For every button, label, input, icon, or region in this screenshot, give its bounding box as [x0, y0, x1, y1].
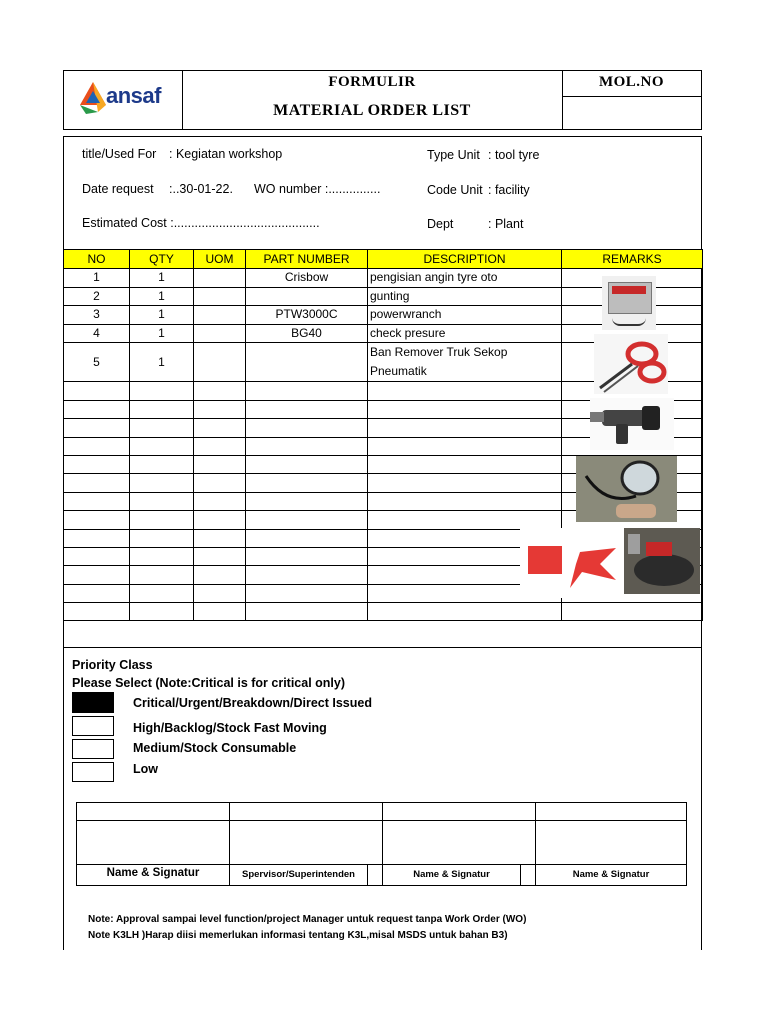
- cell-no[interactable]: [64, 511, 130, 529]
- cell-no[interactable]: [64, 566, 130, 584]
- priority-instruction: Please Select (Note:Critical is for critical only): [72, 676, 346, 690]
- cell-qty[interactable]: [130, 400, 194, 418]
- column-header-uom: UOM: [194, 250, 246, 269]
- scissors-photo: [594, 334, 668, 394]
- priority-checkbox-low[interactable]: [72, 762, 114, 782]
- cell-uom[interactable]: [194, 287, 246, 306]
- cell-part-number[interactable]: [246, 437, 368, 455]
- cell-description[interactable]: [368, 400, 562, 418]
- cell-uom[interactable]: [194, 474, 246, 492]
- cell-uom[interactable]: [194, 511, 246, 529]
- cell-description[interactable]: [368, 492, 562, 510]
- title-used-for-value[interactable]: : Kegiatan workshop: [169, 147, 283, 161]
- signature-label: Spervisor/Superintenden: [242, 869, 355, 880]
- type-unit-label: Type Unit: [427, 148, 480, 162]
- cell-no[interactable]: [64, 437, 130, 455]
- cell-part-number[interactable]: [246, 566, 368, 584]
- form-subtitle: MATERIAL ORDER LIST: [273, 102, 471, 119]
- cell-qty[interactable]: [130, 419, 194, 437]
- cell-description[interactable]: [368, 474, 562, 492]
- cell-description[interactable]: check presure: [368, 324, 562, 343]
- cell-uom[interactable]: [194, 437, 246, 455]
- cell-part-number[interactable]: [246, 287, 368, 306]
- cell-qty[interactable]: [130, 547, 194, 565]
- cell-qty[interactable]: [130, 474, 194, 492]
- cell-qty[interactable]: [130, 455, 194, 473]
- cell-uom[interactable]: [194, 343, 246, 382]
- cell-qty[interactable]: 1: [130, 269, 194, 288]
- cell-part-number[interactable]: [246, 603, 368, 621]
- note-approval: Note: Approval sampai level function/project Manager untuk request tanpa Work Order (WO): [88, 914, 527, 925]
- inflator-device-photo: [602, 276, 656, 330]
- signature-col-divider: [367, 864, 368, 885]
- title-used-for-label: title/Used For: [82, 147, 157, 161]
- cell-qty[interactable]: [130, 603, 194, 621]
- column-header-qty: QTY: [130, 250, 194, 269]
- cell-qty[interactable]: [130, 584, 194, 602]
- signature-table: [76, 802, 687, 886]
- cell-no[interactable]: [64, 603, 130, 621]
- form-title: FORMULIR: [328, 74, 416, 90]
- cell-qty[interactable]: 1: [130, 324, 194, 343]
- dept-value[interactable]: : Plant: [488, 217, 524, 231]
- title-cell: [182, 71, 563, 129]
- cell-uom[interactable]: [194, 603, 246, 621]
- cell-description[interactable]: [368, 419, 562, 437]
- cell-qty[interactable]: 1: [130, 287, 194, 306]
- priority-class-title: Priority Class: [72, 658, 153, 672]
- cell-qty[interactable]: 1: [130, 306, 194, 325]
- cell-description[interactable]: [368, 455, 562, 473]
- mol-number-label: MOL.NO: [598, 74, 665, 90]
- device-cable: [612, 316, 646, 326]
- priority-checkbox-critical[interactable]: [72, 692, 114, 713]
- cell-no[interactable]: 4: [64, 324, 130, 343]
- cell-description[interactable]: gunting: [368, 287, 562, 306]
- cell-no[interactable]: [64, 382, 130, 400]
- table-header-row: [64, 250, 703, 269]
- cell-description[interactable]: [368, 343, 562, 382]
- cell-uom[interactable]: [194, 529, 246, 547]
- cell-no[interactable]: [64, 400, 130, 418]
- cell-no[interactable]: [64, 529, 130, 547]
- mol-divider: [562, 96, 701, 97]
- table-row: [64, 603, 703, 621]
- signature-box-supervisor[interactable]: [230, 821, 382, 864]
- date-request-label: Date request: [82, 182, 154, 196]
- tyre-remover-machine-photo: [624, 528, 700, 594]
- cell-uom[interactable]: [194, 382, 246, 400]
- cell-part-number[interactable]: PTW3000C: [246, 306, 368, 325]
- cell-no[interactable]: [64, 492, 130, 510]
- signature-col-divider: [520, 864, 521, 885]
- type-unit-value[interactable]: : tool tyre: [488, 148, 540, 162]
- cell-no[interactable]: 1: [64, 269, 130, 288]
- cell-no[interactable]: [64, 455, 130, 473]
- cell-part-number[interactable]: [246, 400, 368, 418]
- cell-part-number[interactable]: [246, 474, 368, 492]
- description-line: Pneumatik: [370, 364, 427, 379]
- cell-part-number[interactable]: [246, 455, 368, 473]
- cell-uom[interactable]: [194, 419, 246, 437]
- priority-option-critical: Critical/Urgent/Breakdown/Direct Issued: [133, 696, 372, 710]
- cell-uom[interactable]: [194, 492, 246, 510]
- cell-no[interactable]: 5: [64, 343, 130, 382]
- estimated-cost-field[interactable]: Estimated Cost :..........................................: [82, 216, 320, 230]
- cell-uom[interactable]: [194, 455, 246, 473]
- priority-option-high: High/Backlog/Stock Fast Moving: [133, 721, 327, 735]
- cell-qty[interactable]: 1: [130, 343, 194, 382]
- form-header: [63, 70, 702, 130]
- cell-qty[interactable]: [130, 492, 194, 510]
- cell-qty[interactable]: [130, 566, 194, 584]
- cell-part-number[interactable]: [246, 492, 368, 510]
- signature-label: Name & Signatur: [106, 867, 200, 879]
- cell-description[interactable]: [368, 437, 562, 455]
- logo-text: ansaf: [106, 83, 161, 108]
- cell-description[interactable]: pengisian angin tyre oto: [368, 269, 562, 288]
- device-display: [612, 286, 646, 294]
- note-k3lh: Note K3LH )Harap diisi memerlukan informasi tentang K3L,misal MSDS untuk bahan B3): [88, 930, 508, 941]
- priority-option-medium: Medium/Stock Consumable: [133, 741, 297, 755]
- cell-no[interactable]: [64, 547, 130, 565]
- cell-description[interactable]: [368, 382, 562, 400]
- signature-box-requester[interactable]: [77, 821, 229, 864]
- cell-part-number[interactable]: [246, 382, 368, 400]
- cell-part-number[interactable]: BG40: [246, 324, 368, 343]
- column-header-no: NO: [64, 250, 130, 269]
- cell-uom[interactable]: [194, 584, 246, 602]
- code-unit-label: Code Unit: [427, 183, 483, 197]
- dept-label: Dept: [427, 217, 454, 231]
- cell-no[interactable]: 3: [64, 306, 130, 325]
- cell-description[interactable]: powerwranch: [368, 306, 562, 325]
- priority-checkbox-high[interactable]: [72, 716, 114, 736]
- cell-uom[interactable]: [194, 269, 246, 288]
- cell-uom[interactable]: [194, 566, 246, 584]
- pressure-gauge-photo: [576, 456, 677, 522]
- cell-uom[interactable]: [194, 306, 246, 325]
- column-header-description: DESCRIPTION: [368, 250, 562, 269]
- signature-label: Name & Signatur: [572, 869, 650, 880]
- cell-uom[interactable]: [194, 400, 246, 418]
- column-header-remarks: REMARKS: [562, 250, 703, 269]
- cell-qty[interactable]: [130, 437, 194, 455]
- cell-part-number[interactable]: [246, 419, 368, 437]
- cell-uom[interactable]: [194, 324, 246, 343]
- cell-remarks[interactable]: [562, 603, 703, 621]
- cell-no[interactable]: [64, 419, 130, 437]
- cell-uom[interactable]: [194, 547, 246, 565]
- date-request-value[interactable]: :..30-01-22.: [169, 182, 233, 196]
- ansaf-logo-icon: [78, 81, 108, 115]
- priority-checkbox-medium[interactable]: [72, 739, 114, 759]
- priority-option-low: Low: [133, 762, 158, 776]
- cell-part-number[interactable]: [246, 529, 368, 547]
- wo-number-field[interactable]: WO number :...............: [254, 182, 381, 196]
- cell-part-number[interactable]: [246, 584, 368, 602]
- cell-part-number[interactable]: [246, 511, 368, 529]
- cell-no[interactable]: [64, 584, 130, 602]
- cell-description[interactable]: [368, 511, 562, 529]
- cell-part-number[interactable]: [246, 343, 368, 382]
- code-unit-value[interactable]: : facility: [488, 183, 530, 197]
- cell-qty[interactable]: [130, 511, 194, 529]
- cell-qty[interactable]: [130, 529, 194, 547]
- signature-box-approver[interactable]: [383, 821, 535, 864]
- signature-label: Name & Signatur: [413, 869, 490, 880]
- cell-qty[interactable]: [130, 382, 194, 400]
- tyre-remover-photo: [520, 528, 624, 598]
- cell-part-number[interactable]: [246, 547, 368, 565]
- cell-description[interactable]: [368, 603, 562, 621]
- cell-part-number[interactable]: Crisbow: [246, 269, 368, 288]
- column-header-part-number: PART NUMBER: [246, 250, 368, 269]
- mol-cell: [562, 71, 701, 129]
- description-line: Ban Remover Truk Sekop: [370, 345, 508, 360]
- signature-box-receiver[interactable]: [536, 821, 686, 864]
- cell-no[interactable]: [64, 474, 130, 492]
- cell-no[interactable]: 2: [64, 287, 130, 306]
- logo-cell: [64, 71, 183, 129]
- power-wrench-photo: [590, 398, 674, 450]
- section-divider: [63, 647, 702, 648]
